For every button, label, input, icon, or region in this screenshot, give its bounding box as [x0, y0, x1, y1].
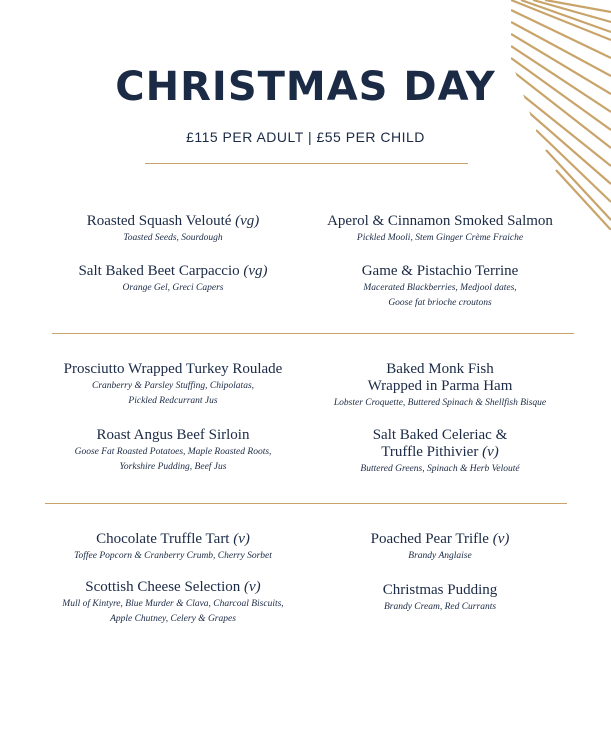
dessert-item	[33, 531, 313, 564]
main-item	[33, 427, 313, 475]
dish-name: Baked Monk Fish Wrapped in Parma Ham	[367, 361, 513, 394]
starter-item	[300, 213, 580, 246]
dish-description: Cranberry & Parsley Stuffing, Chipolatas, Pickled Redcurrant Jus	[91, 381, 255, 406]
dessert-item	[300, 582, 580, 615]
dish-name: Salt Baked Beet Carpaccio (vg)	[78, 263, 268, 279]
starter-item	[33, 263, 313, 296]
dish-description: Toasted Seeds, Sourdough	[123, 233, 223, 243]
dish-description: Toffee Popcorn & Cranberry Crumb, Cherry Sorbet	[74, 551, 272, 561]
dish-name: Chocolate Truffle Tart (v)	[96, 531, 250, 547]
dish-name: Poached Pear Trifle (v)	[370, 531, 510, 547]
dish-description: Mull of Kintyre, Blue Murder & Clava, Charcoal Biscuits, Apple Chutney, Celery & Grapes	[62, 599, 284, 624]
dish-name: Salt Baked Celeriac & Truffle Pithivier (v)	[372, 427, 508, 460]
main-item	[300, 361, 580, 411]
starter-item	[33, 213, 313, 246]
dish-description: Lobster Croquette, Buttered Spinach & Shellfish Bisque	[333, 398, 547, 408]
dish-description: Brandy Anglaise	[408, 551, 472, 561]
dish-name: Scottish Cheese Selection (v)	[85, 579, 261, 595]
dish-description: Goose Fat Roasted Potatoes, Maple Roasted Roots, Yorkshire Pudding, Beef Jus	[74, 447, 272, 472]
dish-description: Brandy Cream, Red Currants	[383, 602, 497, 612]
dish-name: Game & Pistachio Terrine	[361, 263, 519, 279]
menu-title: CHRISTMAS DAY	[115, 64, 496, 110]
dish-description: Macerated Blackberries, Medjool dates, Goose fat brioche croutons	[363, 283, 517, 308]
dish-description: Pickled Mooli, Stem Ginger Crème Fraiche	[356, 233, 524, 243]
main-item	[33, 361, 313, 409]
dish-name: Roasted Squash Velouté (vg)	[86, 213, 260, 229]
divider-starters-mains	[52, 333, 574, 334]
main-item	[300, 427, 580, 477]
starter-item	[300, 263, 580, 311]
divider-top	[145, 163, 468, 164]
divider-mains-desserts	[45, 503, 567, 504]
dish-name: Prosciutto Wrapped Turkey Roulade	[63, 361, 283, 377]
dish-description: Orange Gel, Greci Capers	[122, 283, 224, 293]
dish-name: Aperol & Cinnamon Smoked Salmon	[327, 213, 553, 229]
dessert-item	[33, 579, 313, 627]
price-line: £115 PER ADULT | £55 PER CHILD	[186, 129, 425, 145]
dessert-item	[300, 531, 580, 564]
dish-description: Buttered Greens, Spinach & Herb Velouté	[360, 464, 520, 474]
gold-stripes-decoration	[511, 0, 611, 230]
dish-name: Roast Angus Beef Sirloin	[96, 427, 250, 443]
dish-name: Christmas Pudding	[382, 582, 498, 598]
